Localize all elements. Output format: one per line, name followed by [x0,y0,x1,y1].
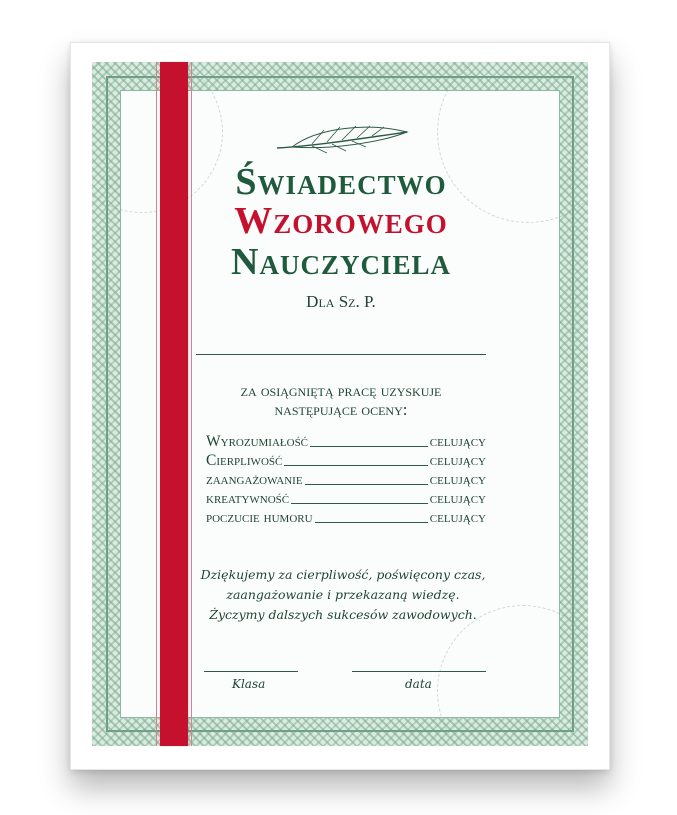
grade-category: zaangażowanie [206,471,303,488]
grade-row [206,508,486,527]
title-line-1: Świadectwo [235,161,447,203]
grade-value: celujący [429,490,486,507]
grade-value: celujący [429,433,486,450]
thanks-text [196,565,490,625]
grade-value: celujący [429,452,486,469]
grade-category: Cierpliwość [206,452,283,469]
grade-row [206,451,486,470]
ribbon-edge-right [191,62,192,746]
class-label: Klasa [232,677,266,691]
ribbon-edge-left [156,62,157,746]
intro-text [196,381,486,419]
guilloche-bottom-right [437,605,588,746]
grade-category: Wyrozumiałość [206,433,309,450]
grade-fill-line [291,503,428,504]
title-line-3: Nauczyciela [231,241,451,283]
grade-row [206,432,486,451]
grade-category: kreatywność [206,490,290,507]
feather-quill-icon [272,120,412,160]
grade-value: celujący [429,509,486,526]
grade-row [206,489,486,508]
intro-line-2: następujące oceny: [274,400,408,419]
grade-fill-line [305,484,428,485]
grade-fill-line [284,465,427,466]
grade-row [206,470,486,489]
grade-value: celujący [429,471,486,488]
grade-fill-line [315,522,428,523]
title-line-2: Wzorowego [234,200,448,242]
thanks-line-2: zaangażowanie i przekazaną wiedzę. [226,587,460,602]
thanks-line-1: Dziękujemy za cierpliwość, poświęcony czas, [200,567,486,582]
recipient-label: Dla Sz. P. [306,292,376,311]
red-ribbon [160,62,188,746]
grade-fill-line [310,446,428,447]
intro-line-1: za osiągniętą pracę uzyskuje [240,381,442,400]
class-signature-line [204,671,298,672]
grade-category: poczucie humoru [206,509,313,526]
date-signature-line [352,671,486,672]
thanks-line-3: Życzymy dalszych sukcesów zawodowych. [209,607,477,622]
grades-list [206,432,486,527]
date-label: data [405,677,432,691]
recipient-name-line [196,354,486,355]
